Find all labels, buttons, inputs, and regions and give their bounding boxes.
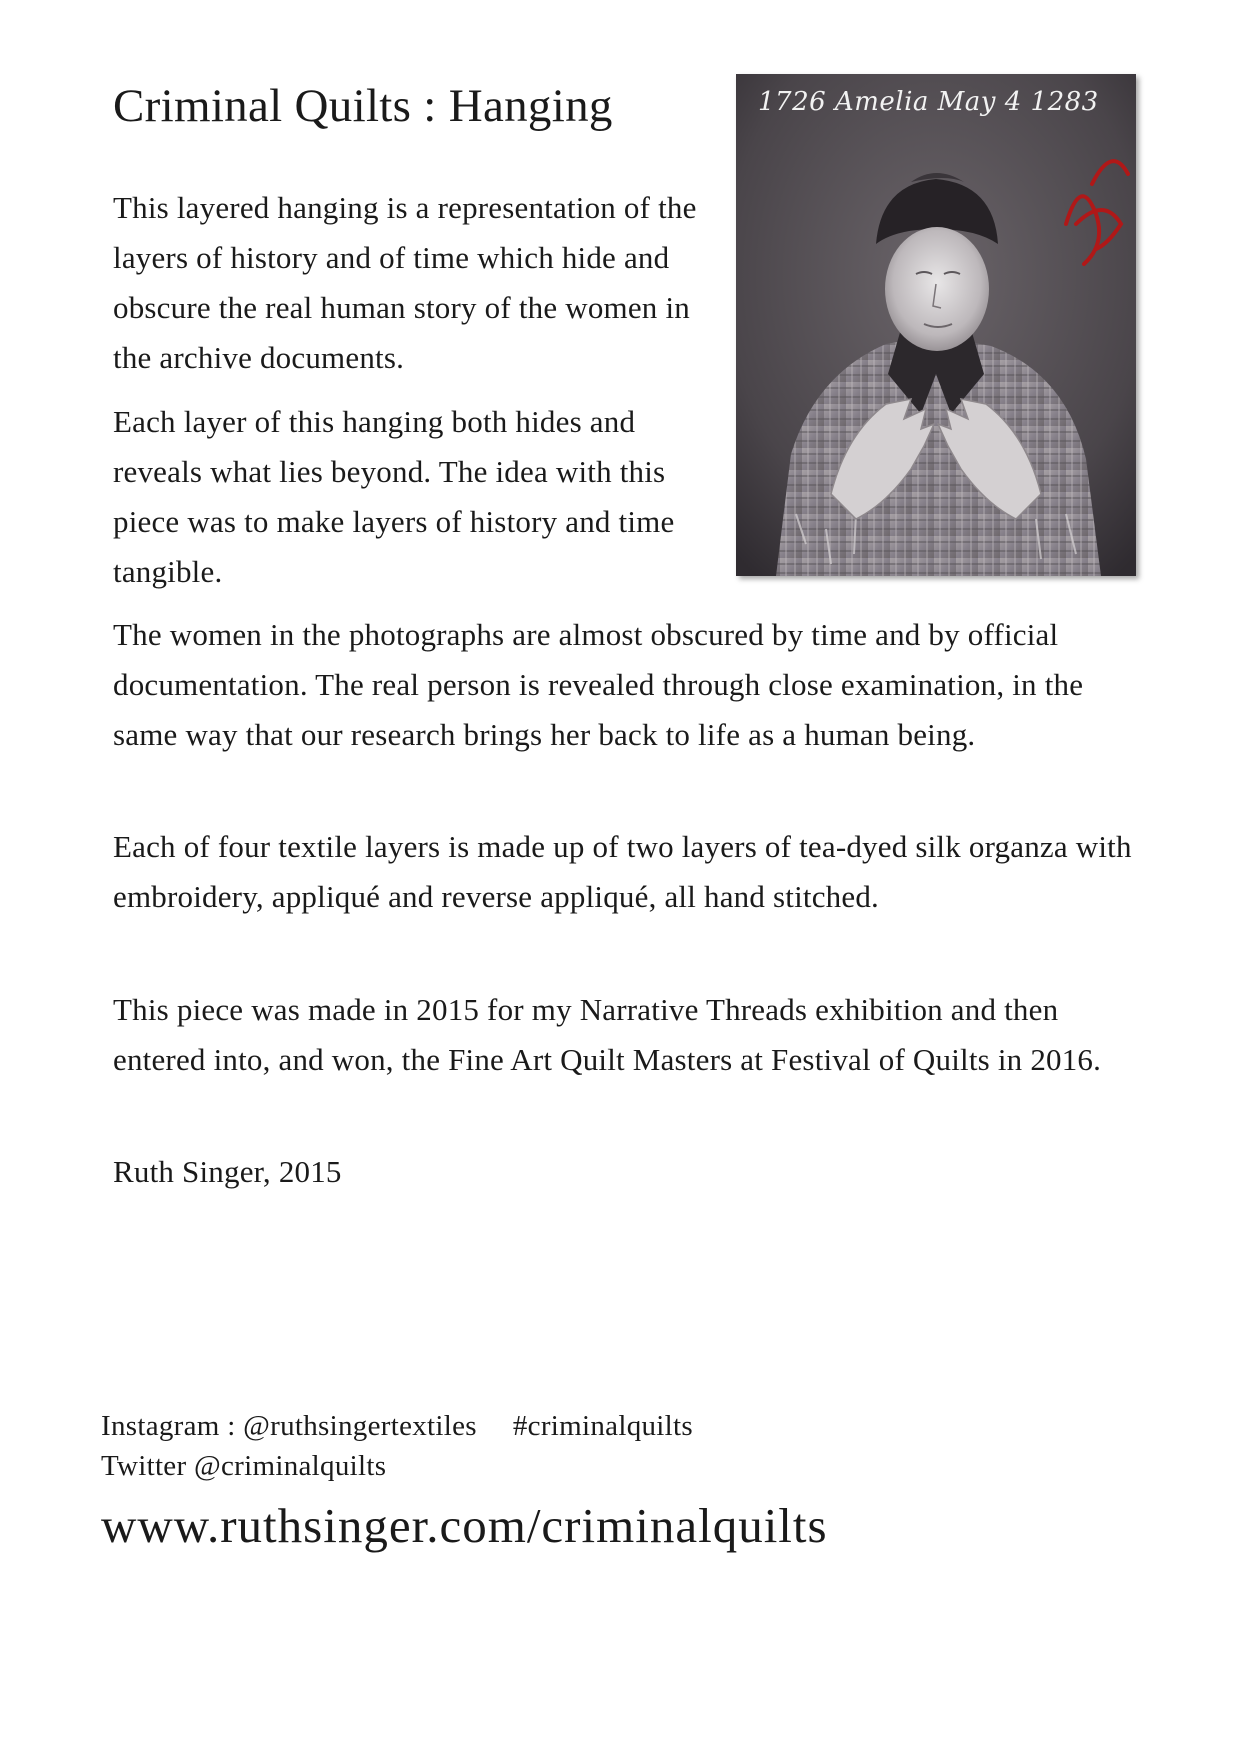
paragraph-materials: Each of four textile layers is made up of two layers of tea-dyed silk organza with embroidery, appliqué and reverse appliqué, all hand stitched. (113, 829, 1132, 914)
signature-line: Ruth Singer, 2015 (113, 1154, 342, 1189)
website-link[interactable]: www.ruthsinger.com/criminalquilts (101, 1498, 828, 1553)
twitter-line[interactable]: Twitter @criminalquilts (101, 1450, 387, 1482)
photo-caption: 1726 Amelia May 4 1283 (758, 87, 1099, 117)
portrait-illustration (736, 74, 1136, 576)
hashtag[interactable]: #criminalquilts (512, 1410, 693, 1442)
paragraph-photographs: The women in the photographs are almost obscured by time and by official documentation. The real person is revealed through close examination, in the same way that our research brings her back to life as a human being. (113, 617, 1084, 752)
instagram-line (101, 1406, 828, 1446)
archive-photograph (736, 74, 1136, 576)
paragraph-intro: This layered hanging is a representation of the layers of history and of time which hide and obscure the real human story of the women in the archive documents. (113, 190, 697, 375)
page-title: Criminal Quilts : Hanging (113, 80, 613, 132)
paragraph-layers: Each layer of this hanging both hides and reveals what lies beyond. The idea with this piece was to make layers of history and time tangible. (113, 404, 675, 589)
paragraph-history: This piece was made in 2015 for my Narrative Threads exhibition and then entered into, and won, the Fine Art Quilt Masters at Festival of Quilts in 2016. (113, 992, 1102, 1077)
face (885, 227, 989, 351)
instagram-handle[interactable]: Instagram : @ruthsingertextiles (101, 1410, 477, 1442)
footer (101, 1406, 828, 1556)
